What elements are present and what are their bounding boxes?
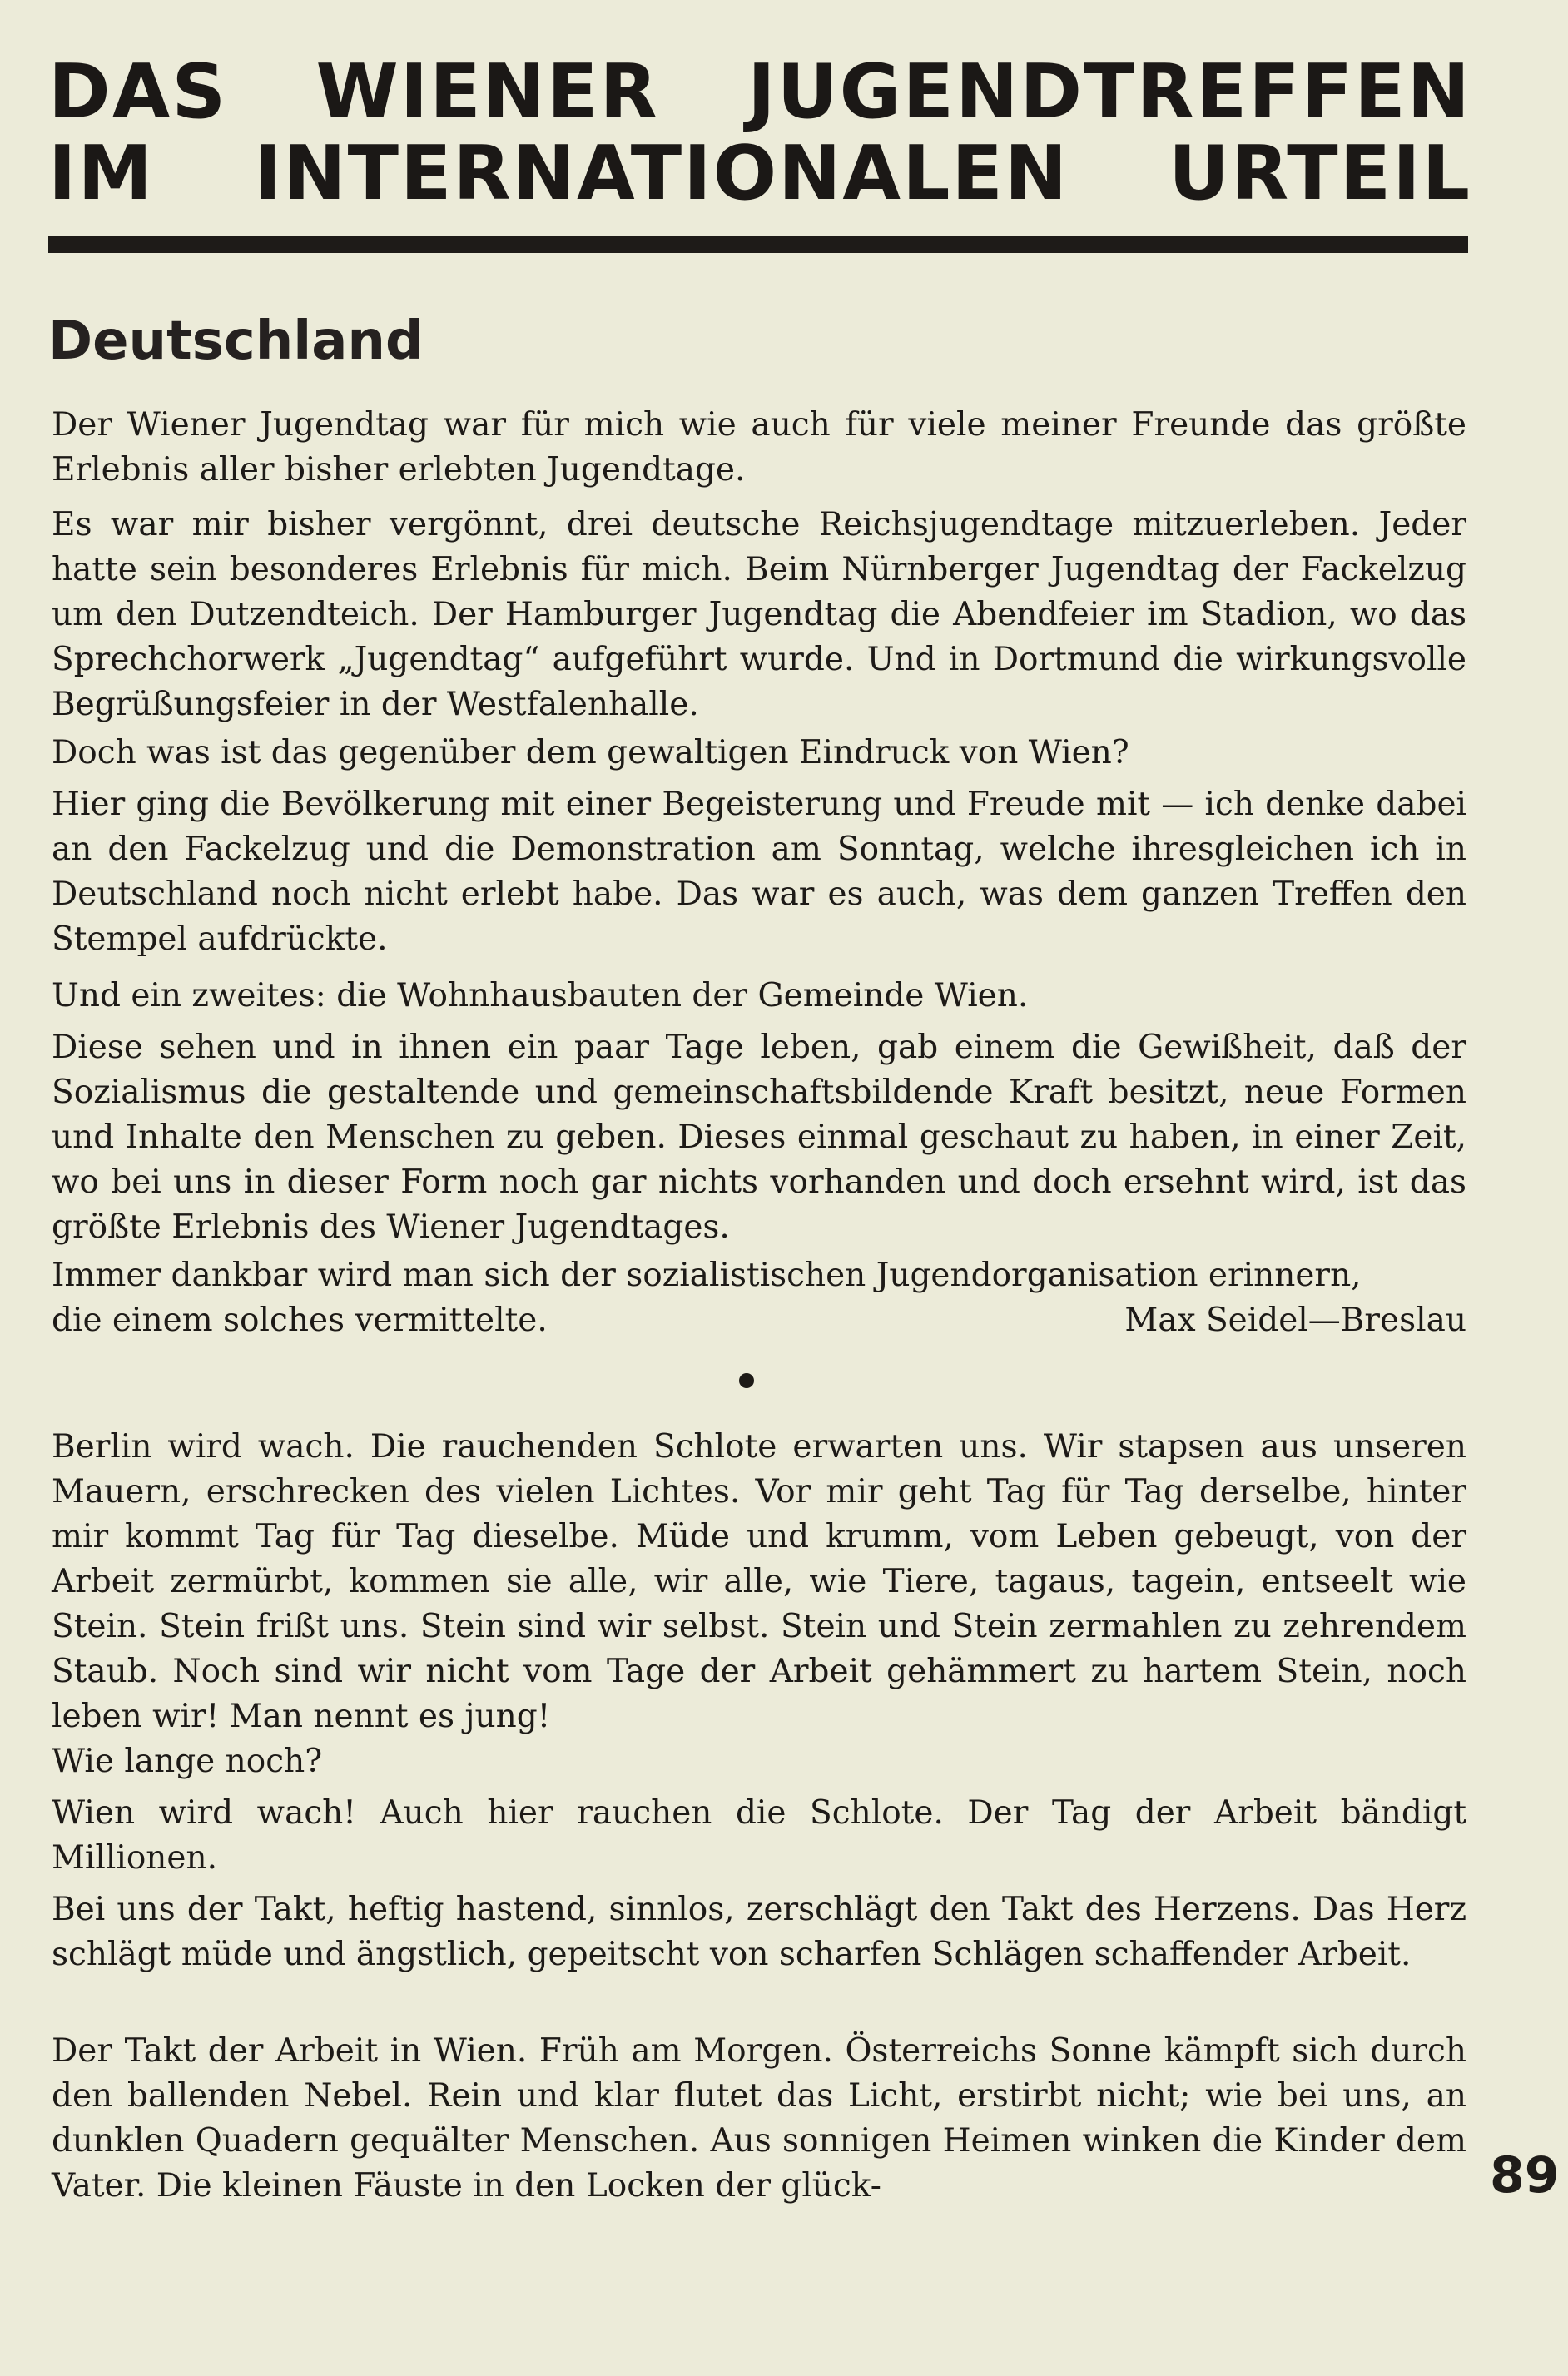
- article2-paragraph-2: Wie lange noch?: [52, 1743, 323, 1780]
- title-rule: [48, 236, 1468, 253]
- article2-paragraph-3: Wien wird wach! Auch hier rauchen die Schlote. Der Tag der Arbeit bändigt Millionen.: [52, 1794, 1466, 1877]
- article1-paragraph-5: Und ein zweites: die Wohnhausbauten der Gemeinde Wien.: [52, 977, 1029, 1014]
- closing-line: die einem solches vermittelte.: [52, 1302, 548, 1339]
- article1-paragraph-3: Doch was ist das gegenüber dem gewaltigen Eindruck von Wien?: [52, 734, 1129, 771]
- title-line-1: DAS WIENER JUGENDTREFFEN: [48, 48, 1471, 136]
- title-line-2: IM INTERNATIONALEN URTEIL: [48, 130, 1471, 217]
- signature-line: [52, 1298, 1466, 1343]
- article1-paragraph-2: Es war mir bisher vergönnt, drei deutsche Reichsjugendtage mitzuerleben. Jeder hatte sein besonderes Erlebnis für mich. Beim Nürnberger Jugendtag der Fackelzug um den Dutzendteich. Der Hamburger Jugendtag die Abendfeier im Stadion, wo das Sprechchorwerk „Jugendtag“ aufgeführt wurde. Und in Dortmund die wirkungsvolle Begrüßungsfeier in der Westfalenhalle.: [52, 506, 1466, 723]
- author-signature: Max Seidel—Breslau: [1124, 1302, 1466, 1339]
- article2-paragraph-1: Berlin wird wach. Die rauchenden Schlote erwarten uns. Wir stapsen aus unseren Mauern, erschrecken des vielen Lichtes. Vor mir geht Tag für Tag derselbe, hinter mir kommt Tag für Tag dieselbe. Müde und krumm, vom Leben gebeugt, von der Arbeit zermürbt, kommen sie alle, wir alle, wie Tiere, tagaus, tagein, entseelt wie Stein. Stein frißt uns. Stein sind wir selbst. Stein und Stein zermahlen zu zehrendem Staub. Noch sind wir nicht vom Tage der Arbeit gehämmert zu hartem Stein, noch leben wir! Man nennt es jung!: [52, 1428, 1466, 1735]
- page-number: 89: [1490, 2146, 1560, 2205]
- article2-paragraph-5: Der Takt der Arbeit in Wien. Früh am Morgen. Österreichs Sonne kämpft sich durch den ballenden Nebel. Rein und klar flutet das Licht, erstirbt nicht; wie bei uns, an dunklen Quadern gequälter Menschen. Aus sonnigen Heimen winken die Kinder dem Vater. Die kleinen Fäuste in den Locken der glück-: [52, 2032, 1466, 2205]
- section-heading: Deutschland: [48, 310, 424, 372]
- article1-paragraph-4: Hier ging die Bevölkerung mit einer Begeisterung und Freude mit — ich denke dabei an den Fackelzug und die Demonstration am Sonntag, welche ihresgleichen ich in Deutschland noch nicht erlebt habe. Das war es auch, was dem ganzen Treffen den Stempel aufdrückte.: [52, 786, 1466, 958]
- article1-paragraph-6: Diese sehen und in ihnen ein paar Tage leben, gab einem die Gewißheit, daß der Sozialismus die gestaltende und gemeinschaftsbildende Kraft besitzt, neue Formen und Inhalte den Menschen zu geben. Dieses einmal geschaut zu haben, in einer Zeit, wo bei uns in dieser Form noch gar nichts vorhanden und doch ersehnt wird, ist das größte Erlebnis des Wiener Jugendtages.: [52, 1029, 1466, 1246]
- article1-paragraph-1: Der Wiener Jugendtag war für mich wie auch für viele meiner Freunde das größte Erlebnis aller bisher erlebten Jugendtage.: [52, 406, 1466, 489]
- page-title: [48, 48, 1471, 217]
- section-divider-dot: [739, 1373, 754, 1388]
- article2-paragraph-4: Bei uns der Takt, heftig hastend, sinnlos, zerschlägt den Takt des Herzens. Das Herz schlägt müde und ängstlich, gepeitscht von scharfen Schlägen schaffender Arbeit.: [52, 1891, 1466, 1973]
- article1-paragraph-7: Immer dankbar wird man sich der sozialistischen Jugendorganisation erinnern,: [52, 1257, 1362, 1294]
